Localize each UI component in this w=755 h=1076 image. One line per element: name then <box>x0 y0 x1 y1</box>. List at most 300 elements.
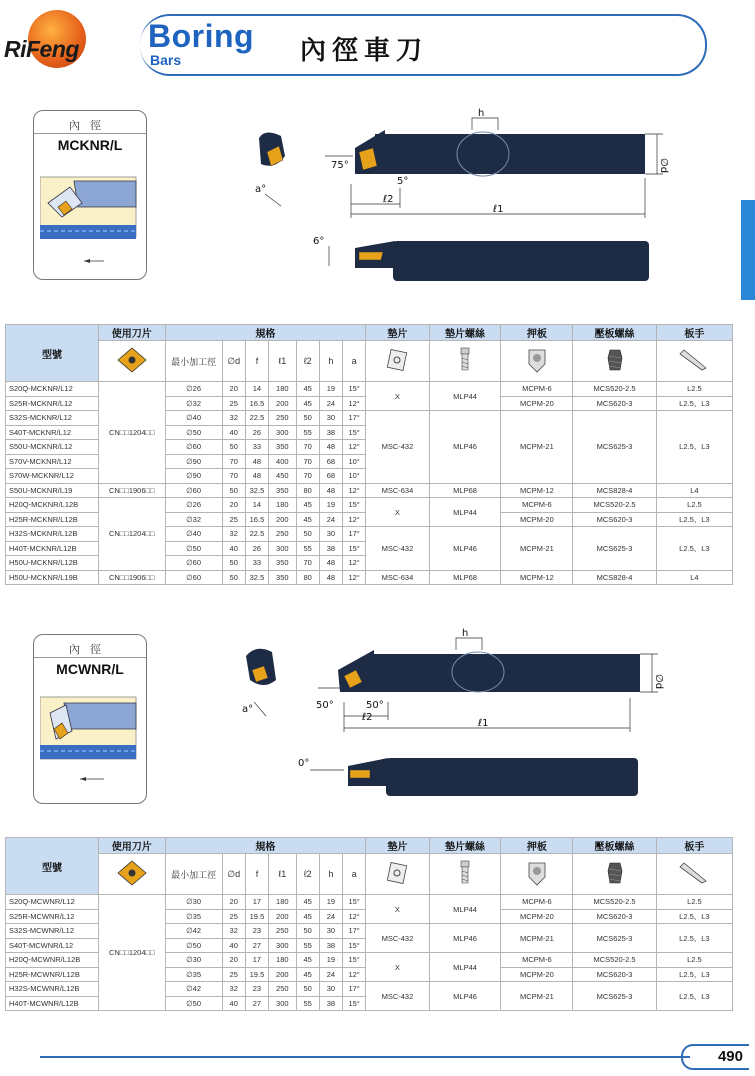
col-clamp-header: 押板 <box>501 838 573 854</box>
shim-icon <box>366 341 429 382</box>
shim-cell: MSC-432 <box>366 924 429 953</box>
a-cell: 15° <box>343 425 366 440</box>
l2-cell: 55 <box>296 938 319 953</box>
d-cell: 70 <box>222 454 245 469</box>
d-cell: 40 <box>222 425 245 440</box>
model-cell: H50U-MCKNR/L19B <box>6 570 99 585</box>
model-cell: H32S-MCKNR/L12B <box>6 527 99 542</box>
f-cell: 14 <box>245 382 268 397</box>
clamp-screw-cell: MCS520-2.5 <box>573 953 656 968</box>
section1-dim-h: h <box>478 108 485 119</box>
d-cell: 25 <box>222 396 245 411</box>
l2-cell: 45 <box>296 953 319 968</box>
f-cell: 27 <box>245 938 268 953</box>
a-cell: 10° <box>343 454 366 469</box>
shim-icon <box>366 854 429 895</box>
model-cell: H20Q-MCKNR/L12B <box>6 498 99 513</box>
min-bore-cell: ∅60 <box>165 556 222 571</box>
h-cell: 30 <box>319 982 342 997</box>
l2-cell: 70 <box>296 469 319 484</box>
shim-cell: MSC-432 <box>366 527 429 571</box>
h-cell: 48 <box>319 570 342 585</box>
col-clamp-header: 押板 <box>501 325 573 341</box>
model-cell: S40T-MCKNR/L12 <box>6 425 99 440</box>
f-cell: 14 <box>245 498 268 513</box>
min-bore-cell: ∅50 <box>165 425 222 440</box>
a-cell: 15° <box>343 498 366 513</box>
section2-spec-table <box>5 837 733 1011</box>
model-cell: S70V-MCKNR/L12 <box>6 454 99 469</box>
col-f-header: f <box>245 341 268 382</box>
min-bore-cell: ∅50 <box>165 938 222 953</box>
model-cell: S50U-MCKNR/L12 <box>6 440 99 455</box>
brand-logo: RiFeng <box>4 36 79 62</box>
l2-cell: 55 <box>296 996 319 1011</box>
min-bore-cell: ∅26 <box>165 382 222 397</box>
section2-tool-drawing <box>240 620 670 810</box>
a-cell: 10° <box>343 469 366 484</box>
l1-cell: 180 <box>269 953 296 968</box>
col-shim-screw-header: 墊片螺絲 <box>429 838 501 854</box>
d-cell: 20 <box>222 895 245 910</box>
section2-dim-d: ∅d <box>653 674 664 690</box>
clamp-cell: MCPM-21 <box>501 411 573 484</box>
col-clamp-screw-header: 壓板螺絲 <box>573 838 656 854</box>
f-cell: 23 <box>245 924 268 939</box>
col-wrench-header: 板手 <box>656 838 732 854</box>
shim-screw-icon <box>429 341 501 382</box>
insert-cell: CN□□1906□□ <box>98 570 165 585</box>
shim-cell: X <box>366 953 429 982</box>
wrench-cell: L2.5、L3 <box>656 527 732 571</box>
l1-cell: 250 <box>269 411 296 426</box>
d-cell: 50 <box>222 440 245 455</box>
f-cell: 48 <box>245 469 268 484</box>
insert-group-cell: CN□□1204□□ <box>98 895 165 1011</box>
l2-cell: 45 <box>296 382 319 397</box>
f-cell: 16.5 <box>245 396 268 411</box>
d-cell: 40 <box>222 938 245 953</box>
l1-cell: 350 <box>269 440 296 455</box>
d-cell: 32 <box>222 924 245 939</box>
l1-cell: 400 <box>269 454 296 469</box>
col-insert-header: 使用刀片 <box>98 325 165 341</box>
shim-screw-icon <box>429 854 501 895</box>
l1-cell: 200 <box>269 967 296 982</box>
l1-cell: 250 <box>269 982 296 997</box>
model-cell: S25R-MCWNR/L12 <box>6 909 99 924</box>
model-cell: H25R-MCWNR/L12B <box>6 967 99 982</box>
clamp-cell: MCPM-6 <box>501 382 573 397</box>
shim-cell: MSC-634 <box>366 483 429 498</box>
clamp-screw-cell: MCS828-4 <box>573 483 656 498</box>
min-bore-cell: ∅32 <box>165 512 222 527</box>
col-d-header: ∅d <box>222 341 245 382</box>
col-a-header: a <box>343 341 366 382</box>
l1-cell: 180 <box>269 498 296 513</box>
clamp-cell: MCPM-20 <box>501 512 573 527</box>
shim-screw-cell: MLP46 <box>429 527 501 571</box>
section1-dim-angle-5: 5° <box>397 176 409 187</box>
min-bore-cell: ∅50 <box>165 996 222 1011</box>
h-cell: 24 <box>319 512 342 527</box>
section2-dim-angle-a: a° <box>242 704 254 715</box>
l2-cell: 80 <box>296 483 319 498</box>
model-cell: S20Q-MCWNR/L12 <box>6 895 99 910</box>
h-cell: 68 <box>319 454 342 469</box>
section2-dim-l2: ℓ2 <box>362 712 373 723</box>
min-bore-cell: ∅30 <box>165 953 222 968</box>
shim-screw-cell: MLP44 <box>429 498 501 527</box>
clamp-cell: MCPM-6 <box>501 953 573 968</box>
section2-bore-icon <box>40 693 140 793</box>
h-cell: 68 <box>319 469 342 484</box>
col-shim-screw-header: 墊片螺絲 <box>429 325 501 341</box>
clamp-cell: MCPM-21 <box>501 527 573 571</box>
h-cell: 38 <box>319 938 342 953</box>
section1-dim-angle-a: a° <box>255 184 267 195</box>
l1-cell: 200 <box>269 512 296 527</box>
a-cell: 12° <box>343 440 366 455</box>
a-cell: 17° <box>343 411 366 426</box>
wrench-cell: L2.5 <box>656 895 732 910</box>
d-cell: 20 <box>222 498 245 513</box>
col-l1-header: ℓ1 <box>269 341 296 382</box>
wrench-cell: L2.5、L3 <box>656 411 732 484</box>
l2-cell: 45 <box>296 498 319 513</box>
l2-cell: 50 <box>296 924 319 939</box>
l1-cell: 350 <box>269 556 296 571</box>
l1-cell: 350 <box>269 483 296 498</box>
model-cell: S32S-MCKNR/L12 <box>6 411 99 426</box>
a-cell: 12° <box>343 967 366 982</box>
d-cell: 32 <box>222 411 245 426</box>
clamp-screw-cell: MCS625-3 <box>573 924 656 953</box>
col-spec-header: 規格 <box>165 838 366 854</box>
a-cell: 12° <box>343 909 366 924</box>
col-f-header: f <box>245 854 268 895</box>
section2-dim-angle-50a: 50° <box>316 700 334 711</box>
h-cell: 48 <box>319 483 342 498</box>
col-model-header: 型號 <box>6 325 99 382</box>
clamp-cell: MCPM-20 <box>501 909 573 924</box>
h-cell: 30 <box>319 924 342 939</box>
model-cell: S20Q-MCKNR/L12 <box>6 382 99 397</box>
shim-screw-cell: MLP68 <box>429 483 501 498</box>
d-cell: 20 <box>222 953 245 968</box>
l1-cell: 200 <box>269 909 296 924</box>
clamp-cell: MCPM-21 <box>501 924 573 953</box>
section1-dim-l1: ℓ1 <box>493 204 504 215</box>
page-subtitle-en: Bars <box>150 52 182 68</box>
col-shim-header: 墊片 <box>366 838 429 854</box>
min-bore-cell: ∅60 <box>165 570 222 585</box>
section1-dim-d: ∅d <box>658 158 669 174</box>
footer-rule <box>40 1056 690 1058</box>
page-number: 490 <box>681 1044 749 1070</box>
a-cell: 12° <box>343 570 366 585</box>
model-cell: S70W-MCKNR/L12 <box>6 469 99 484</box>
l1-cell: 300 <box>269 541 296 556</box>
l2-cell: 80 <box>296 570 319 585</box>
l2-cell: 55 <box>296 425 319 440</box>
clamp-screw-cell: MCS520-2.5 <box>573 382 656 397</box>
col-a-header: a <box>343 854 366 895</box>
section2-dim-angle-50b: 50° <box>366 700 384 711</box>
wrench-cell: L2.5、L3 <box>656 982 732 1011</box>
a-cell: 15° <box>343 996 366 1011</box>
clamp-screw-cell: MCS620-3 <box>573 396 656 411</box>
f-cell: 32.5 <box>245 570 268 585</box>
wrench-cell: L4 <box>656 483 732 498</box>
d-cell: 50 <box>222 570 245 585</box>
page-title-cn: 內徑車刀 <box>300 36 429 66</box>
section2-bar-side <box>386 758 638 796</box>
shim-cell: MSC-432 <box>366 411 429 484</box>
model-cell: H32S-MCWNR/L12B <box>6 982 99 997</box>
clamp-screw-cell: MCS625-3 <box>573 982 656 1011</box>
shim-screw-cell: MLP44 <box>429 953 501 982</box>
section1-label-top: 內徑 <box>69 119 111 132</box>
a-cell: 17° <box>343 527 366 542</box>
col-l2-header: ℓ2 <box>296 341 319 382</box>
section1-tool-drawing <box>245 108 675 288</box>
model-cell: H20Q-MCWNR/L12B <box>6 953 99 968</box>
col-clamp-screw-header: 壓板螺絲 <box>573 325 656 341</box>
clamp-cell: MCPM-6 <box>501 895 573 910</box>
section1-head-view <box>259 132 285 166</box>
f-cell: 33 <box>245 556 268 571</box>
d-cell: 25 <box>222 967 245 982</box>
wrench-cell: L2.5、L3 <box>656 909 732 924</box>
f-cell: 19.5 <box>245 909 268 924</box>
l1-cell: 450 <box>269 469 296 484</box>
section1-dim-angle-75: 75° <box>331 160 349 171</box>
d-cell: 32 <box>222 527 245 542</box>
clamp-screw-cell: MCS620-3 <box>573 909 656 924</box>
f-cell: 48 <box>245 454 268 469</box>
col-h-header: h <box>319 854 342 895</box>
min-bore-cell: ∅50 <box>165 541 222 556</box>
l1-cell: 250 <box>269 924 296 939</box>
l1-cell: 300 <box>269 938 296 953</box>
d-cell: 50 <box>222 483 245 498</box>
model-cell: H40T-MCWNR/L12B <box>6 996 99 1011</box>
section2-dim-angle-0: 0° <box>298 758 310 769</box>
section2-label-top: 內徑 <box>69 643 111 656</box>
col-spec-header: 規格 <box>165 325 366 341</box>
f-cell: 32.5 <box>245 483 268 498</box>
l1-cell: 200 <box>269 396 296 411</box>
d-cell: 50 <box>222 556 245 571</box>
h-cell: 38 <box>319 541 342 556</box>
l2-cell: 50 <box>296 411 319 426</box>
shim-screw-cell: MLP44 <box>429 382 501 411</box>
section1-spec-table <box>5 324 733 585</box>
min-bore-cell: ∅60 <box>165 483 222 498</box>
col-d-header: ∅d <box>222 854 245 895</box>
l2-cell: 45 <box>296 909 319 924</box>
l1-cell: 350 <box>269 570 296 585</box>
a-cell: 15° <box>343 382 366 397</box>
f-cell: 22.5 <box>245 411 268 426</box>
shim-cell: X <box>366 895 429 924</box>
f-cell: 19.5 <box>245 967 268 982</box>
min-bore-cell: ∅35 <box>165 909 222 924</box>
d-cell: 70 <box>222 469 245 484</box>
insert-cell: CN□□1906□□ <box>98 483 165 498</box>
col-min-bore-header: 最小加工徑 <box>165 854 222 895</box>
section1-bar-side <box>393 241 649 281</box>
wrench-cell: L2.5 <box>656 382 732 397</box>
f-cell: 23 <box>245 982 268 997</box>
section2-dim-l1: ℓ1 <box>478 718 489 729</box>
f-cell: 26 <box>245 541 268 556</box>
h-cell: 19 <box>319 498 342 513</box>
col-h-header: h <box>319 341 342 382</box>
wrench-icon <box>656 854 732 895</box>
shim-screw-cell: MLP46 <box>429 411 501 484</box>
h-cell: 24 <box>319 967 342 982</box>
l2-cell: 45 <box>296 512 319 527</box>
f-cell: 33 <box>245 440 268 455</box>
table-row <box>6 382 733 397</box>
a-cell: 15° <box>343 541 366 556</box>
a-cell: 12° <box>343 512 366 527</box>
model-cell: S40T-MCWNR/L12 <box>6 938 99 953</box>
f-cell: 16.5 <box>245 512 268 527</box>
table-row <box>6 570 733 585</box>
clamp-icon <box>501 854 573 895</box>
section2-head-view <box>246 649 276 685</box>
section1-label-name: MCKNR/L <box>57 137 123 153</box>
model-cell: S32S-MCWNR/L12 <box>6 924 99 939</box>
min-bore-cell: ∅42 <box>165 982 222 997</box>
f-cell: 27 <box>245 996 268 1011</box>
section1-dim-l2: ℓ2 <box>383 194 394 205</box>
l2-cell: 70 <box>296 440 319 455</box>
l2-cell: 45 <box>296 895 319 910</box>
d-cell: 25 <box>222 512 245 527</box>
insert-group-cell: CN□□1204□□ <box>98 498 165 571</box>
clamp-screw-cell: MCS520-2.5 <box>573 498 656 513</box>
wrench-cell: L2.5 <box>656 953 732 968</box>
a-cell: 17° <box>343 982 366 997</box>
h-cell: 19 <box>319 382 342 397</box>
l1-cell: 300 <box>269 996 296 1011</box>
a-cell: 17° <box>343 924 366 939</box>
clamp-screw-cell: MCS620-3 <box>573 512 656 527</box>
clamp-screw-cell: MCS620-3 <box>573 967 656 982</box>
clamp-cell: MCPM-20 <box>501 396 573 411</box>
col-l2-header: ℓ2 <box>296 854 319 895</box>
wrench-cell: L2.5、L3 <box>656 396 732 411</box>
l2-cell: 45 <box>296 396 319 411</box>
section2-label-name: MCWNR/L <box>56 661 124 677</box>
clamp-cell: MCPM-21 <box>501 982 573 1011</box>
h-cell: 24 <box>319 909 342 924</box>
wrench-cell: L2.5、L3 <box>656 512 732 527</box>
wrench-cell: L2.5 <box>656 498 732 513</box>
col-l1-header: ℓ1 <box>269 854 296 895</box>
h-cell: 48 <box>319 556 342 571</box>
insert-cn-icon <box>98 854 165 895</box>
f-cell: 26 <box>245 425 268 440</box>
col-insert-header: 使用刀片 <box>98 838 165 854</box>
shim-cell: X <box>366 382 429 411</box>
model-cell: H25R-MCKNR/L12B <box>6 512 99 527</box>
l1-cell: 180 <box>269 895 296 910</box>
l2-cell: 45 <box>296 967 319 982</box>
h-cell: 19 <box>319 895 342 910</box>
table-row <box>6 498 733 513</box>
model-cell: S25R-MCKNR/L12 <box>6 396 99 411</box>
min-bore-cell: ∅35 <box>165 967 222 982</box>
d-cell: 25 <box>222 909 245 924</box>
l2-cell: 50 <box>296 982 319 997</box>
clamp-screw-cell: MCS625-3 <box>573 527 656 571</box>
clamp-screw-cell: MCS520-2.5 <box>573 895 656 910</box>
clamp-screw-icon <box>573 341 656 382</box>
model-cell: S50U-MCKNR/L19 <box>6 483 99 498</box>
model-cell: H50U-MCKNR/L12B <box>6 556 99 571</box>
l1-cell: 250 <box>269 527 296 542</box>
a-cell: 12° <box>343 556 366 571</box>
min-bore-cell: ∅90 <box>165 454 222 469</box>
table-row <box>6 895 733 910</box>
h-cell: 30 <box>319 411 342 426</box>
l2-cell: 70 <box>296 556 319 571</box>
shim-screw-cell: MLP46 <box>429 924 501 953</box>
a-cell: 12° <box>343 483 366 498</box>
shim-cell: MSC-432 <box>366 982 429 1011</box>
l2-cell: 70 <box>296 454 319 469</box>
l2-cell: 50 <box>296 527 319 542</box>
section2-label-box <box>33 634 147 804</box>
section1-bar <box>375 134 645 174</box>
min-bore-cell: ∅90 <box>165 469 222 484</box>
min-bore-cell: ∅40 <box>165 527 222 542</box>
clamp-cell: MCPM-6 <box>501 498 573 513</box>
h-cell: 38 <box>319 996 342 1011</box>
f-cell: 22.5 <box>245 527 268 542</box>
wrench-icon <box>656 341 732 382</box>
wrench-cell: L2.5、L3 <box>656 924 732 953</box>
clamp-icon <box>501 341 573 382</box>
insert-cn-icon <box>98 341 165 382</box>
table-row <box>6 483 733 498</box>
section2-bar <box>370 654 640 692</box>
page-title-en: Boring <box>148 18 255 54</box>
clamp-screw-cell: MCS625-3 <box>573 411 656 484</box>
wrench-cell: L2.5、L3 <box>656 967 732 982</box>
shim-screw-cell: MLP44 <box>429 895 501 924</box>
clamp-cell: MCPM-12 <box>501 483 573 498</box>
l1-cell: 180 <box>269 382 296 397</box>
a-cell: 15° <box>343 938 366 953</box>
clamp-cell: MCPM-20 <box>501 967 573 982</box>
clamp-cell: MCPM-12 <box>501 570 573 585</box>
insert-group-cell: CN□□1204□□ <box>98 382 165 484</box>
shim-screw-cell: MLP46 <box>429 982 501 1011</box>
min-bore-cell: ∅30 <box>165 895 222 910</box>
shim-screw-cell: MLP68 <box>429 570 501 585</box>
d-cell: 20 <box>222 382 245 397</box>
a-cell: 15° <box>343 953 366 968</box>
f-cell: 17 <box>245 895 268 910</box>
min-bore-cell: ∅26 <box>165 498 222 513</box>
col-shim-header: 墊片 <box>366 325 429 341</box>
